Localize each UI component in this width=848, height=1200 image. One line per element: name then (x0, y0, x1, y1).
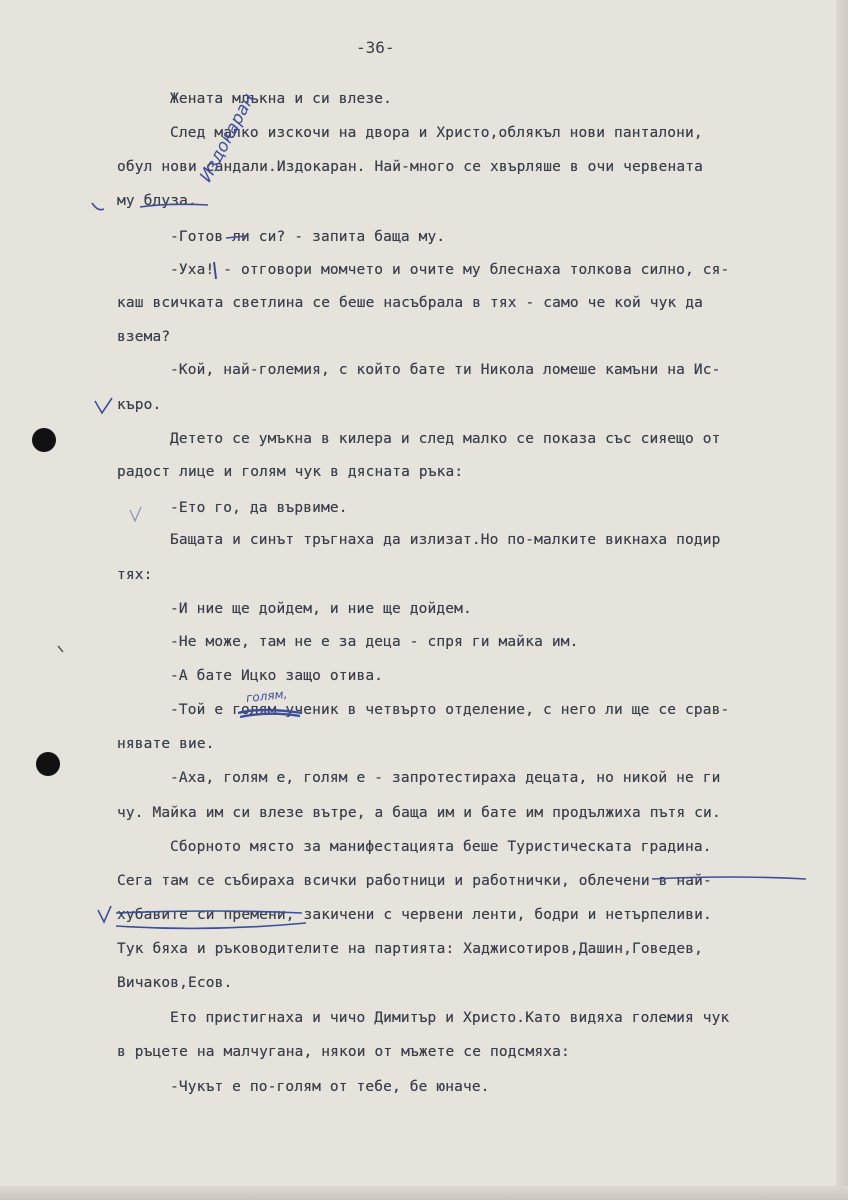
text-line: -Ето го, да вървиме. (170, 500, 348, 516)
text-line: Ето пристигнаха и чичо Димитър и Христо.Като видяха големия чук (170, 1010, 730, 1026)
text-line: Сега там се събираха всички работници и работнички, облечени в най- (117, 873, 712, 889)
page-number: -36- (356, 38, 395, 57)
text-line: Вичаков,Есов. (117, 975, 233, 991)
text-line: хубавите си премени, закичени с червени ленти, бодри и нетърпеливи. (117, 907, 712, 923)
text-line: -Уха! - отговори момчето и очите му блеснаха толкова силно, ся- (170, 262, 730, 278)
text-line: Бащата и синът тръгнаха да излизат.Но по-малките викнаха подир (170, 532, 721, 548)
text-line: -И ние ще дойдем, и ние ще дойдем. (170, 601, 472, 617)
handwritten-insertion: голям, (245, 686, 289, 706)
text-line: Детето се умъкна в килера и след малко се показа със сияещо от (170, 431, 721, 447)
text-line: -Не може, там не е за деца - спря ги майка им. (170, 634, 579, 650)
check-mark (130, 507, 141, 521)
text-line: чу. Майка им си влезе вътре, а баща им и бате им продължиха пътя си. (117, 805, 721, 821)
text-line: -Кой, най-големия, с който бате ти Никола ломеше камъни на Ис- (170, 362, 721, 378)
text-line: След малко изскочи на двора и Христо,облякъл нови панталони, (170, 125, 703, 141)
text-line: обул нови сандали.Издокаран. Най-много се хвърляше в очи червената (117, 159, 704, 175)
text-line: взема? (117, 329, 171, 345)
binder-hole (32, 428, 56, 452)
text-line: каш всичката светлина се беше насъбрала в тях - само че кой чук да (117, 295, 704, 311)
text-line: тях: (117, 567, 153, 583)
text-line: -Той е голям ученик в четвърто отделение, с него ли ще се срав- (170, 702, 730, 718)
text-line: Сборното място за манифестацията беше Туристическата градина. (170, 839, 712, 855)
check-mark (92, 203, 104, 210)
check-mark (98, 906, 111, 922)
binder-hole (36, 752, 60, 776)
text-line: Жената млъкна и си влезе. (170, 91, 392, 107)
text-line: Тук бяха и ръководителите на партията: Хаджисотиров,Дашин,Говедев, (117, 941, 704, 957)
text-line: нявате вие. (117, 736, 215, 752)
page-edge-bottom (0, 1186, 848, 1200)
text-line: радост лице и голям чук в дясната ръка: (117, 464, 464, 480)
page-edge-right (836, 0, 848, 1200)
text-line: -Аха, голям е, голям е - запротестираха децата, но никой не ги (170, 770, 721, 786)
text-line: -А бате Ицко защо отива. (170, 668, 384, 684)
handwritten-margin-note: Издокаран (196, 90, 260, 186)
text-line: му блуза. (117, 193, 197, 209)
text-line: в ръцете на малчугана, някои от мъжете се подсмяха: (117, 1044, 570, 1060)
underline-mark (116, 923, 306, 928)
check-mark (95, 398, 112, 413)
text-line: -Чукът е по-голям от тебе, бе юначе. (170, 1079, 490, 1095)
text-line: -Готов ли си? - запита баща му. (170, 229, 446, 245)
pencil-tick (58, 646, 63, 652)
text-line: къро. (117, 397, 162, 413)
